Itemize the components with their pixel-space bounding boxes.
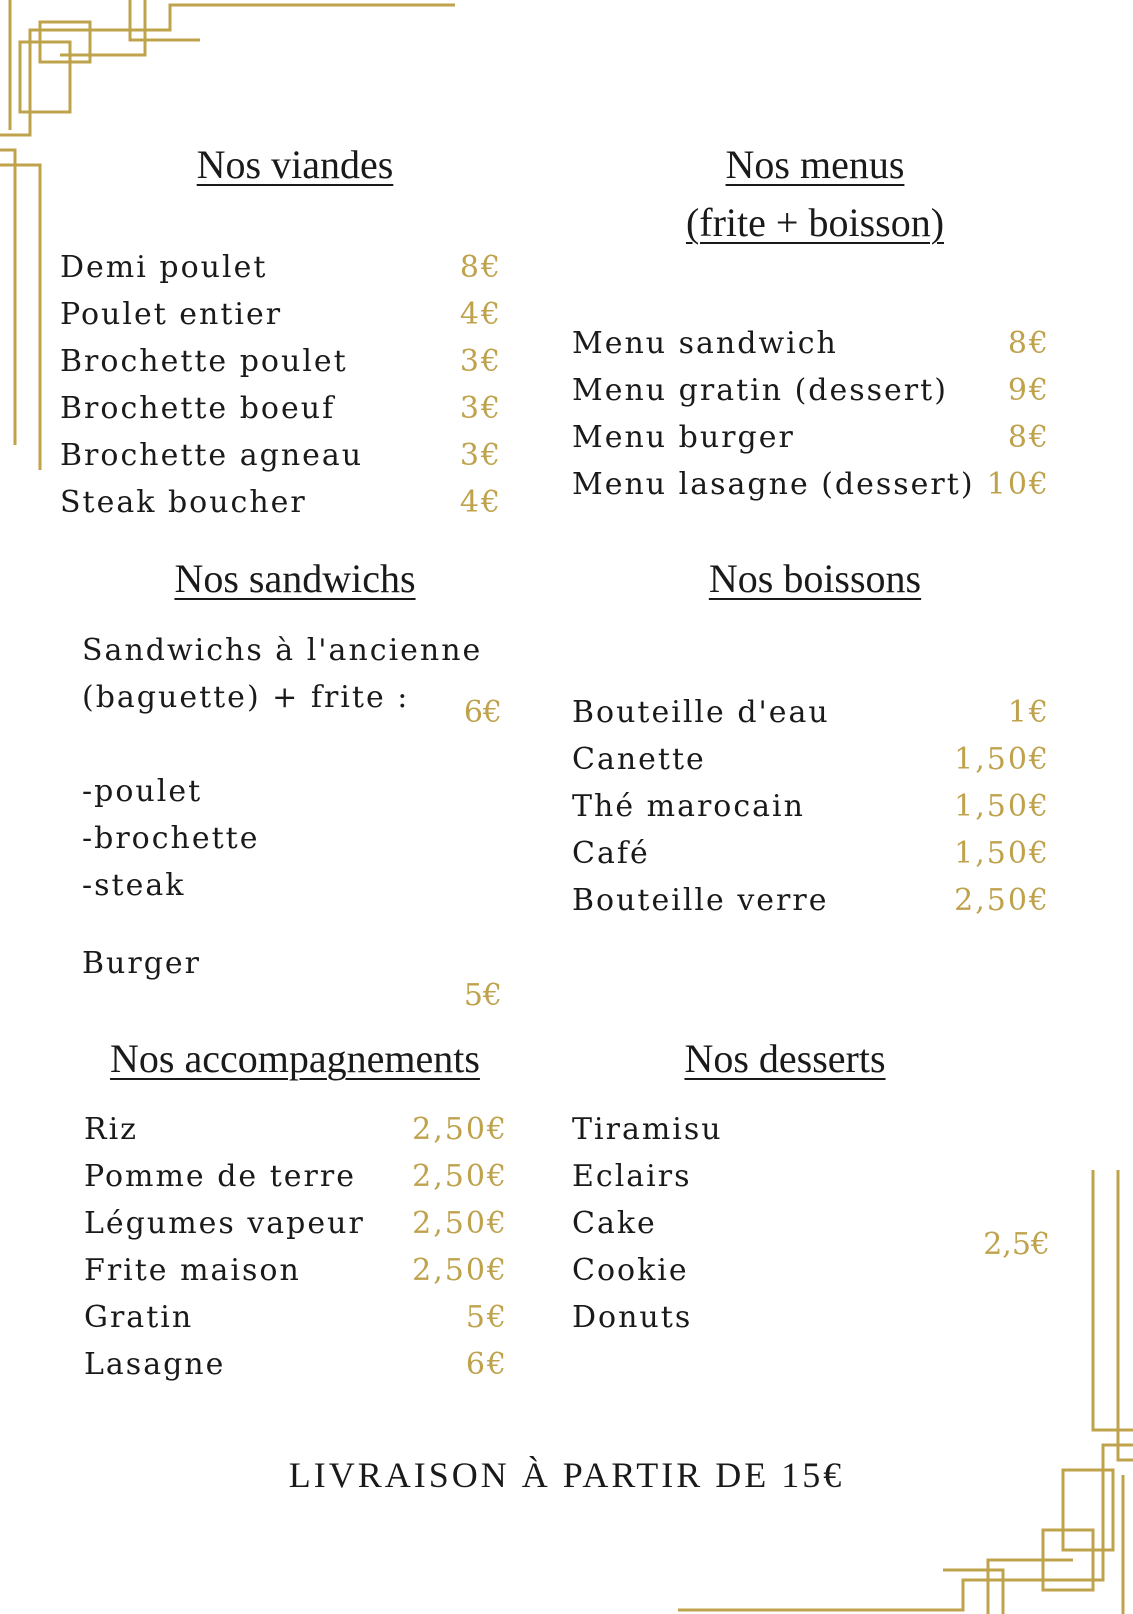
list-boissons [572, 689, 1050, 924]
list-item: Café 1,50€ [572, 836, 1050, 871]
list-menus [572, 320, 1050, 508]
sandwichs-price: 6€ [463, 695, 502, 730]
list-desserts [572, 1106, 872, 1341]
sandwichs-option: -steak [82, 868, 186, 903]
list-item: Menu burger 8€ [572, 420, 1050, 455]
sandwichs-option: -poulet [82, 774, 203, 809]
sandwichs-option: -brochette [82, 821, 260, 856]
title-viandes: Nos viandes [196, 142, 394, 187]
list-item: Pomme de terre 2,50€ [84, 1159, 508, 1194]
list-item: Thé marocain 1,50€ [572, 789, 1050, 824]
delivery-notice: LIVRAISON À PARTIR DE 15€ [288, 1455, 845, 1495]
list-item: Frite maison 2,50€ [84, 1253, 508, 1288]
list-item: Cookie [572, 1253, 689, 1288]
subtitle-menus: (frite + boisson) [685, 200, 945, 245]
list-item: Donuts [572, 1300, 693, 1335]
list-item: Brochette boeuf 3€ [60, 391, 502, 426]
list-item: Menu lasagne (dessert) 10€ [572, 467, 1050, 502]
list-item: Légumes vapeur 2,50€ [84, 1206, 508, 1241]
list-item: Brochette poulet 3€ [60, 344, 502, 379]
title-menus: Nos menus [725, 142, 905, 187]
list-item: Poulet entier 4€ [60, 297, 502, 332]
desserts-price: 2,5€ [983, 1227, 1050, 1262]
list-viandes [60, 244, 502, 526]
sandwichs-intro-line1: Sandwichs à l'ancienne [82, 633, 483, 668]
list-item: Menu sandwich 8€ [572, 326, 1050, 361]
list-item: Lasagne 6€ [84, 1347, 508, 1382]
title-boissons: Nos boissons [708, 556, 922, 601]
list-item: Eclairs [572, 1159, 692, 1194]
list-item: Bouteille verre 2,50€ [572, 883, 1050, 918]
list-item: Menu gratin (dessert) 9€ [572, 373, 1050, 408]
list-item: Canette 1,50€ [572, 742, 1050, 777]
list-item: Bouteille d'eau 1€ [572, 695, 1050, 730]
list-item: Brochette agneau 3€ [60, 438, 502, 473]
burger-label: Burger [82, 946, 202, 981]
list-item: Steak boucher 4€ [60, 485, 502, 520]
list-item: Riz 2,50€ [84, 1112, 508, 1147]
title-accompagnements: Nos accompagnements [110, 1036, 480, 1081]
list-item: Tiramisu [572, 1112, 723, 1147]
title-desserts: Nos desserts [684, 1036, 886, 1081]
title-sandwichs: Nos sandwichs [174, 556, 416, 601]
sandwichs-intro-line2: (baguette) + frite : [82, 680, 410, 715]
list-item: Gratin 5€ [84, 1300, 508, 1335]
list-item: Cake [572, 1206, 657, 1241]
list-accompagnements [84, 1106, 508, 1388]
list-item: Demi poulet 8€ [60, 250, 502, 285]
burger-price: 5€ [463, 978, 502, 1013]
